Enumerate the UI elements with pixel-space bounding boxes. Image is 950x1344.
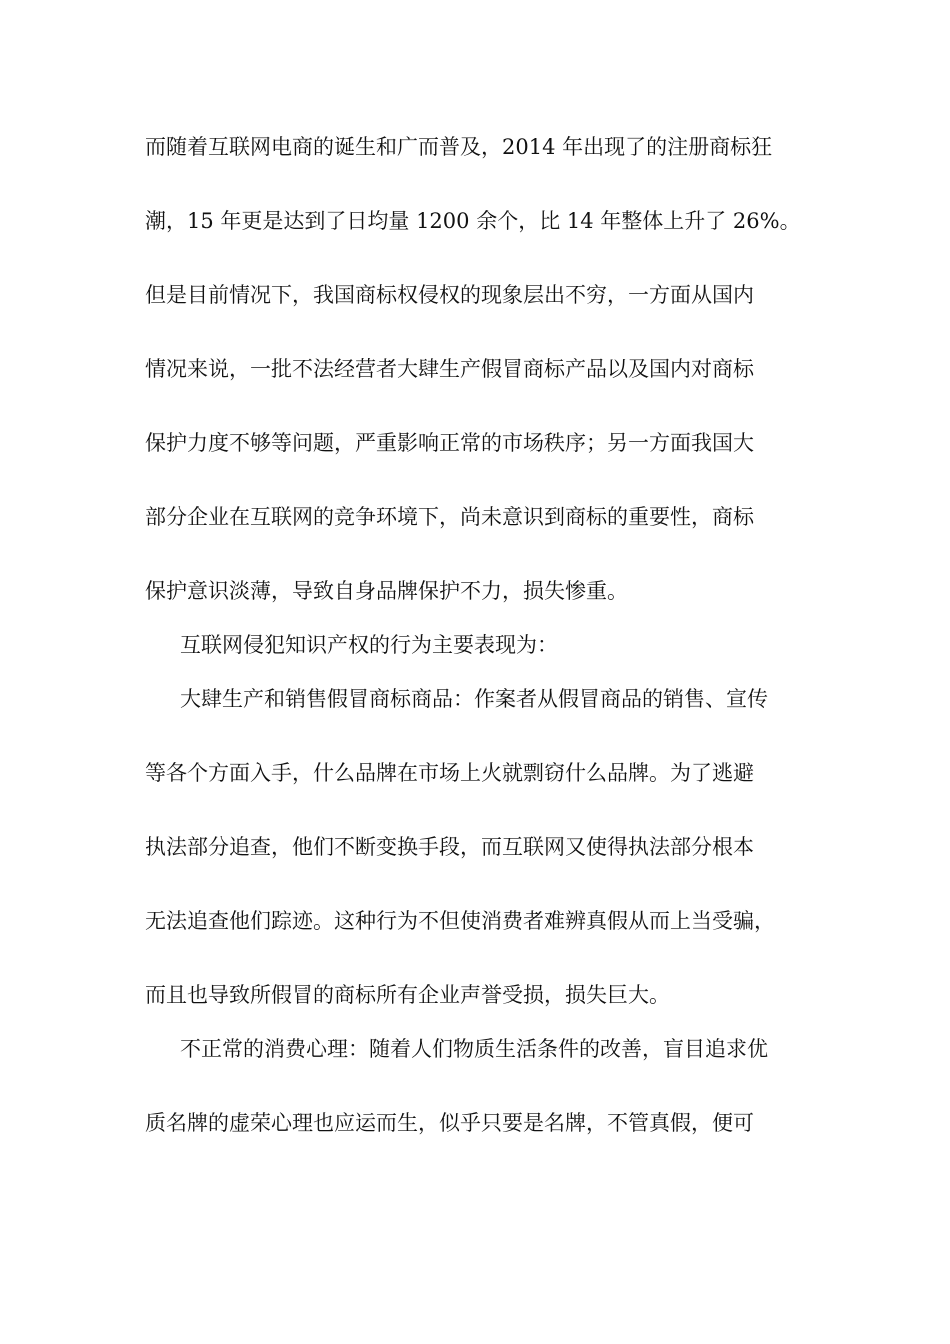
text-line: 情况来说，一批不法经营者大肆生产假冒商标产品以及国内对商标 — [145, 357, 754, 381]
text-line: 不正常的消费心理：随着人们物质生活条件的改善，盲目追求优 — [180, 1037, 768, 1061]
text-line: 保护力度不够等问题，严重影响正常的市场秩序；另一方面我国大 — [145, 431, 754, 455]
text-line: 执法部分追查，他们不断变换手段，而互联网又使得执法部分根本 — [145, 835, 754, 859]
text-line: 无法追查他们踪迹。这种行为不但使消费者难辨真假从而上当受骗， — [145, 909, 775, 933]
text-line: 而且也导致所假冒的商标所有企业声誉受损，损失巨大。 — [145, 983, 670, 1007]
text-line: 部分企业在互联网的竞争环境下，尚未意识到商标的重要性，商标 — [145, 505, 754, 529]
text-line: 大肆生产和销售假冒商标商品：作案者从假冒商品的销售、宣传 — [180, 687, 768, 711]
body-text — [145, 128, 815, 1142]
text-line: 潮，15 年更是达到了日均量 1200 余个，比 14 年整体上升了 26%。 — [145, 209, 801, 233]
paragraph-heading: 互联网侵犯知识产权的行为主要表现为： — [180, 633, 558, 657]
text-line: 质名牌的虚荣心理也应运而生，似乎只要是名牌，不管真假，便可 — [145, 1111, 754, 1135]
text-line: 而随着互联网电商的诞生和广而普及，2014 年出现了的注册商标狂 — [145, 135, 773, 159]
text-line: 保护意识淡薄，导致自身品牌保护不力，损失惨重。 — [145, 579, 628, 603]
text-line: 但是目前情况下，我国商标权侵权的现象层出不穷，一方面从国内 — [145, 283, 754, 307]
text-line: 等各个方面入手，什么品牌在市场上火就剽窃什么品牌。为了逃避 — [145, 761, 754, 785]
